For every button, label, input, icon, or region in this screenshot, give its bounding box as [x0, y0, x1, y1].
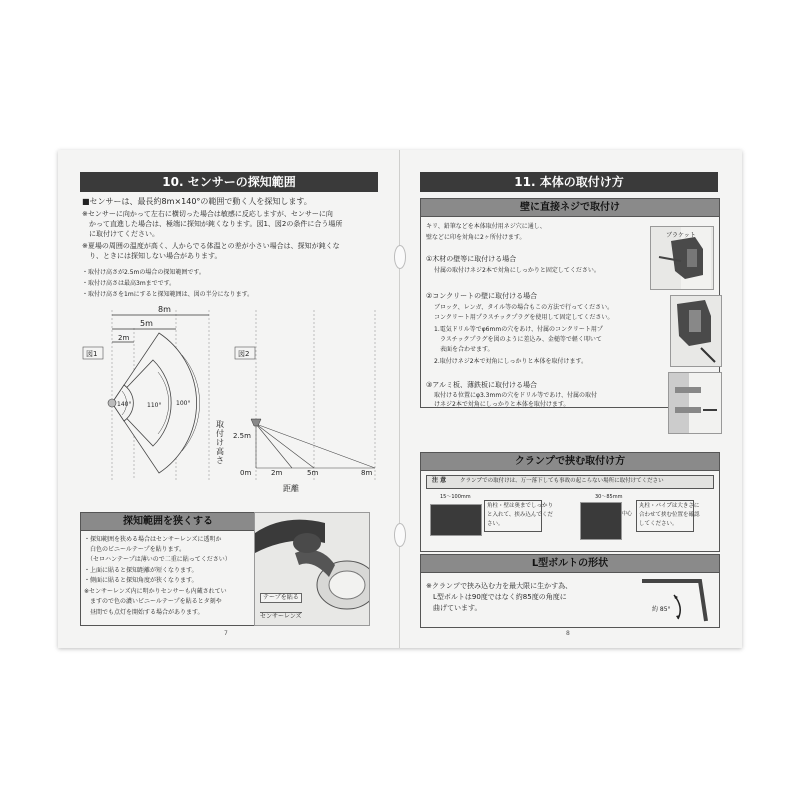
right-page: [400, 150, 742, 648]
section-title-detection: 10. センサーの探知範囲: [80, 172, 378, 192]
screw-photo: [670, 295, 722, 367]
narrow-line: ・側面に貼ると探知角度が狭くなります。: [84, 577, 198, 584]
fig1-sensor: [108, 399, 116, 407]
page-number: 7: [224, 630, 228, 637]
alu-line: けネジ2本で対角にしっかりと本体を取付けます。: [434, 401, 570, 408]
clamp-round-photo: [580, 502, 622, 540]
fig1-dist-5m: 5m: [140, 319, 153, 328]
lbolt-line: ※クランプで挟み込む力を最大限に生かす為、: [426, 582, 573, 590]
narrow-line: 白色のビニールテープを貼ります。: [84, 546, 186, 553]
clamp-range-square: 15〜100mm: [440, 494, 471, 500]
page-number: 8: [566, 630, 570, 637]
narrow-line: ・探知範囲を狭める場合はセンサーレンズに透明か: [84, 536, 222, 543]
concrete-line: 表面を合わせます。: [434, 346, 494, 353]
fig2-tick: 0m: [240, 469, 252, 477]
bracket-label: ブラケット: [666, 232, 696, 239]
concrete-line: コンクリート用プラスチックプラグを使用して固定してください。: [434, 314, 614, 321]
concrete-line: ラスチックプラグを図のように差込み、金槌等で軽く叩いて: [434, 336, 602, 343]
narrow-line: ※センサーレンズ内に明かりセンサーも内蔵されてい: [84, 588, 227, 595]
intro-line: ※センサーに向かって左右に横切った場合は敏感に反応しますが、センサーに向: [82, 210, 333, 218]
clamp-note-line: 合わせて挟む位置を確認: [639, 512, 700, 518]
sensor-lens-photo: [254, 512, 370, 626]
concrete-line: 2.取付けネジ2本で対角にしっかりと本体を取付けます。: [434, 358, 588, 365]
fig2-height-value: 2.5m: [233, 432, 251, 440]
clamp-note-line: さい。: [487, 521, 504, 527]
section-title-mounting: 11. 本体の取付け方: [420, 172, 718, 192]
wood-heading: ①木材の壁等に取付ける場合: [426, 255, 517, 263]
fig1-angle-140: 140°: [117, 401, 132, 408]
clamp-range-round: 30〜85mm: [595, 494, 623, 500]
narrow-range-title: 探知範囲を狭くする: [80, 512, 256, 531]
intro-line: り、ときには探知しない場合があります。: [82, 252, 222, 260]
fig2-sensor: [251, 419, 261, 426]
note-line: ・取付け高さを1mにすると探知範囲は、図の半分になります。: [82, 291, 254, 298]
clamp-note-line: 角柱・壁は奥までしっかり: [487, 503, 554, 509]
clamp-center-label: 中心: [622, 511, 633, 517]
intro-line: かって直進した場合は、極端に探知が鈍くなります。図1、図2の条件に合う場所: [82, 220, 343, 228]
alu-heading: ③アルミ板、薄鉄板に取付ける場合: [426, 381, 537, 389]
left-page: [58, 150, 400, 648]
wood-text: 付属の取付けネジ2本で対角にしっかりと固定してください。: [434, 267, 600, 274]
fig1-dist-8m: 8m: [158, 305, 171, 314]
lbolt-angle: 約 85°: [652, 606, 671, 613]
wall-mount-title: 壁に直接ネジで取付け: [420, 198, 720, 217]
clamp-title: クランプで挟む取付け方: [420, 452, 720, 471]
fig1-angle-110: 110°: [147, 402, 162, 409]
fig2-tick: 5m: [307, 469, 319, 477]
fig2-tick: 2m: [271, 469, 283, 477]
lens-label: センサーレンズ: [260, 613, 302, 620]
clamp-note-line: と入れて、挟み込んでくだ: [487, 512, 553, 518]
tape-label: テープを貼る: [260, 593, 302, 603]
note-line: ・取付け高さが2.5mの場合の探知範囲です。: [82, 269, 205, 276]
note-line: ・取付け高さは最高3mまでです。: [82, 280, 176, 287]
clamp-square-photo: [430, 504, 482, 536]
caution-label: 注 意: [432, 477, 447, 484]
lbolt-title: L型ボルトの形状: [420, 554, 720, 573]
narrow-line: ・上面に貼ると探知距離が短くなります。: [84, 567, 198, 574]
lbolt-diagram: [640, 575, 716, 623]
detection-figures: [78, 300, 383, 495]
concrete-line: 1.電気ドリル等でφ6mmの穴をあけ、付属のコンクリート用プ: [434, 326, 603, 333]
fig2-height-label: 取付け高さ: [216, 420, 224, 465]
wall-intro-line: 壁などに印を対角に2ヶ所付けます。: [426, 234, 526, 241]
fig1-label: 図1: [86, 350, 98, 358]
lbolt-line: L型ボルトは90度ではなく約85度の角度に: [426, 593, 567, 601]
intro-line: ※夏場の周囲の温度が高く、人からでる体温との差が小さい場合は、探知が鈍くな: [82, 242, 340, 250]
concrete-heading: ②コンクリートの壁に取付ける場合: [426, 292, 538, 300]
booklet: [58, 150, 742, 648]
plug-photo: [668, 372, 722, 434]
narrow-line: 昼間でも点灯を開始する場合があります。: [84, 609, 204, 616]
narrow-line: ますので色の濃いビニールテープを貼るとタ刻や: [84, 598, 222, 605]
fig1-dist-2m: 2m: [118, 334, 130, 342]
intro-line: ■センサーは、最長約8m×140°の範囲で動く人を探知します。: [82, 197, 312, 206]
wall-intro-line: キリ、鉛筆などを本体取付用ネジ穴に通し、: [426, 223, 546, 230]
fig2-xlabel: 距離: [283, 484, 299, 493]
intro-line: に取付けてください。: [82, 230, 159, 238]
caution-text: クランプでの取付けは、万一落下しても事故の起こらない場所に取付けてください: [460, 478, 664, 484]
clamp-note-line: 丸柱・パイプは大きさに: [639, 503, 700, 509]
concrete-line: ブロック、レンガ、タイル等の場合もこの方法で行ってください。: [434, 304, 614, 311]
lbolt-line: 曲げています。: [426, 604, 482, 612]
narrow-line: （セロハンテープは薄いので二重に貼ってください）: [84, 556, 231, 563]
fig2-label: 図2: [238, 350, 250, 358]
fig2-tick: 8m: [361, 469, 373, 477]
alu-line: 取付ける位置にφ3.3mmの穴をドリル等であけ、付属の取付: [434, 392, 597, 399]
fig1-angle-100: 100°: [176, 400, 191, 407]
clamp-note-line: してください。: [639, 521, 678, 527]
